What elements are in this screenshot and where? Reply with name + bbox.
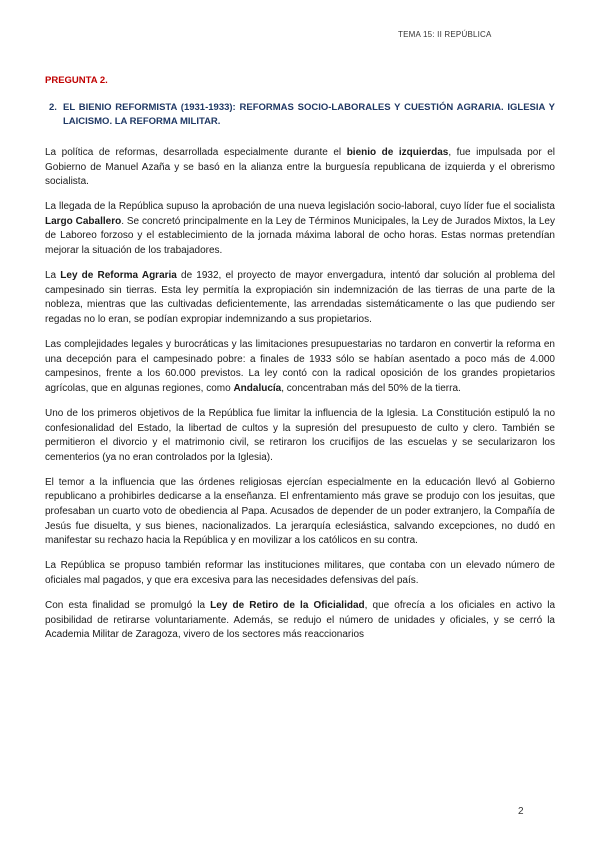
paragraph-text: La llegada de la República supuso la aprobación de una nueva legislación socio-laboral, cuyo líder fue el socialista [45, 201, 555, 213]
paragraph-text: . Se concretó principalmente en la Ley de Términos Municipales, la Ley de Jurados Mixtos, la Ley de Laboreo forzoso y el establecimiento de la jornada máxima laboral de ocho horas. Estas normas pretendían mejorar la situación de los trabajadores. [45, 215, 555, 257]
paragraph-text: La [45, 270, 61, 282]
paragraph-text: de 1932, el proyecto de mayor envergadura, intentó dar solución al problema del campesinado sin tierras. Esta ley permitía la expropiación sin indemnización de las tierras de una parte de la nobleza, mientras que las cultivadas deficientemente, las arrendadas sistemáticamente o las que pudiendo ser regadas no lo eran, se podían expropiar indemnizando a sus propietarios. [45, 270, 555, 325]
paragraph-1 [45, 146, 555, 190]
paragraph-text: Las complejidades legales y burocráticas y las limitaciones presupuestarias no tardaron en convertir la reforma en una decepción para el campesinado pobre: a finales de 1933 sólo se habían asentado a poco más de 4.000 campesinos, frente a los 60.000 previstos. La ley contó con la radical oposición de los grandes propietarios agrícolas, que en algunas regiones, como [45, 339, 555, 394]
paragraph-bold-term: Ley de Retiro de la Oficialidad [210, 599, 365, 611]
paragraph-5 [45, 407, 555, 465]
paragraph-bold-term: Andalucía [233, 382, 282, 394]
running-header: TEMA 15: II REPÚBLICA [398, 30, 492, 39]
section-title: EL BIENIO REFORMISTA (1931-1933): REFORMAS SOCIO-LABORALES Y CUESTIÓN AGRARIA. IGLESIA Y LAICISMO. LA REFORMA MILITAR. [63, 102, 555, 127]
paragraph-bold-term: Ley de Reforma Agraria [60, 270, 177, 282]
paragraph-bold-term: bienio de izquierdas [346, 147, 449, 158]
paragraph-text: , fue impulsada por el Gobierno de Manuel Azaña y se basó en la alianza entre la burguesía republicana de izquierda y el obrerismo socialista. [45, 147, 555, 188]
paragraph-text: , concentraban más del 50% de la tierra. [281, 382, 461, 394]
paragraph-8 [45, 599, 555, 643]
paragraph-text: El temor a la influencia que las órdenes religiosas ejercían especialmente en la educación llevó al Gobierno republicano a prohibirles dedicarse a la enseñanza. El enfrentamiento más grave se produjo con los jesuitas, que profesaban un cuarto voto de obediencia al Papa. Acusados de depender de un poder extranjero, la Compañía de Jesús fue disuelta, y sus bienes, nacionalizados. La jerarquía eclesiástica, salvando excepciones, no dudó en manifestar su rechazo hacia la República y en movilizar a los católicos en su contra. [45, 476, 555, 547]
paragraph-text: La política de reformas, desarrollada especialmente durante el [45, 147, 347, 158]
paragraph-text: Con esta finalidad se promulgó la [45, 599, 211, 611]
paragraph-text: La República se propuso también reformar las instituciones militares, que contaba con un elevado número de oficiales mal pagados, y que era excesiva para las necesidades defensivas del país. [45, 560, 555, 586]
paragraph-7 [45, 559, 555, 588]
paragraph-3 [45, 269, 555, 327]
paragraph-2 [45, 200, 555, 258]
document-body [45, 146, 555, 653]
section-number: 2. [49, 102, 57, 113]
page-number: 2 [518, 806, 524, 817]
paragraph-text: Uno de los primeros objetivos de la República fue limitar la influencia de la Iglesia. La Constitución estipuló la no confesionalidad del Estado, la libertad de cultos y la supresión del presupuesto de culto y clero. También se permitieron el divorcio y el matrimonio civil, se retiraron los crucifijos de las escuelas y se secularizaron los cementerios (ya no eran controlados por la Iglesia). [45, 407, 555, 463]
section-heading [45, 101, 555, 129]
paragraph-4 [45, 338, 555, 396]
paragraph-text: , que ofrecía a los oficiales en activo la posibilidad de retirarse voluntariamente. Además, se redujo el número de unidades y oficiales, y se cerró la Academia Militar de Zaragoza, vivero de los sectores más reaccionarios [45, 599, 555, 641]
paragraph-6 [45, 476, 555, 549]
question-label: PREGUNTA 2. [45, 75, 108, 86]
paragraph-bold-term: Largo Caballero [45, 215, 122, 227]
